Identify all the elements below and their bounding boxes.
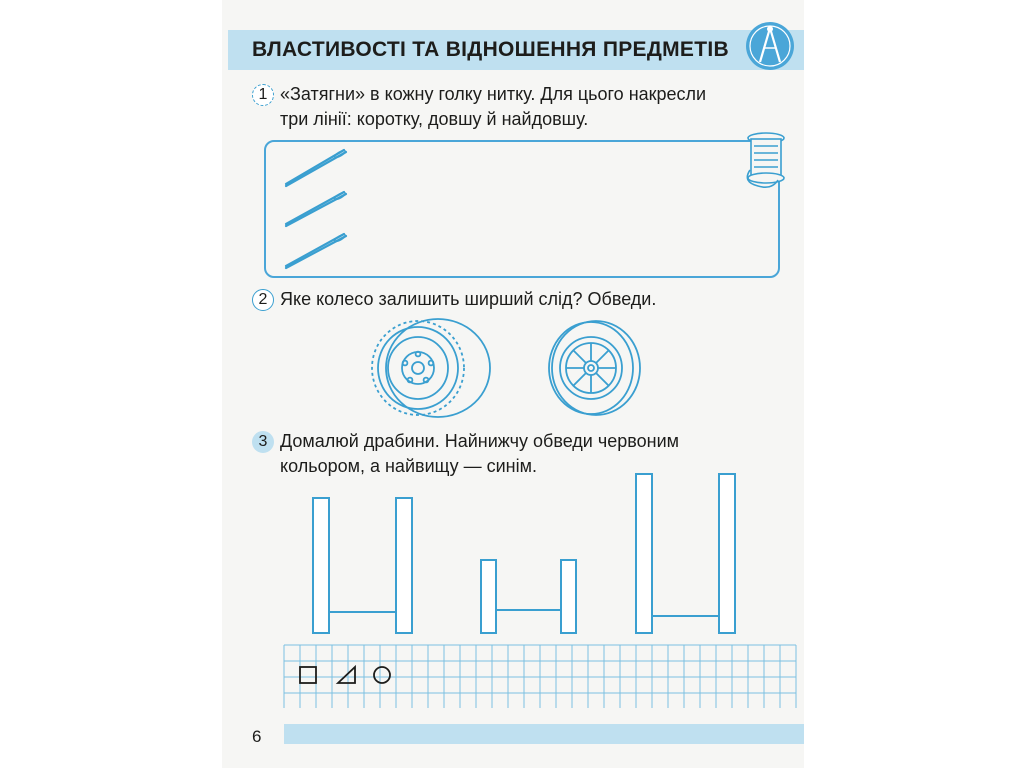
task-1-text-line2: три лінії: коротку, довшу й найдовшу. [280,109,589,129]
ladder-1 [313,498,412,633]
task-3-text-line2: кольором, а найвищу — синім. [280,456,538,476]
task-3-text-line1: Домалюй драбини. Найнижчу обведи червоним [280,431,680,451]
ladder-3 [636,474,735,633]
grid [284,645,796,708]
wide-wheel-icon[interactable] [372,319,490,417]
needle-icon[interactable] [286,233,346,268]
task-1-number: 1 [252,84,274,106]
footer-band [284,724,804,744]
ladder-2 [481,560,576,633]
circle-icon [374,667,390,683]
page-title: ВЛАСТИВОСТІ ТА ВІДНОШЕННЯ ПРЕДМЕТІВ [252,38,729,61]
narrow-wheel-icon[interactable] [549,321,640,415]
triangle-icon [338,667,355,683]
task-2-number: 2 [252,289,274,311]
page-number: 6 [252,727,262,746]
spool-icon [747,133,784,187]
task-1-text-line1: «Затягни» в кожну голку нитку. Для цього накресли [280,84,707,104]
needle-icon[interactable] [286,149,346,186]
square-icon [300,667,316,683]
needle-icon[interactable] [286,191,346,226]
task-3-number: 3 [252,431,274,453]
task-2-text: Яке колесо залишить ширший слід? Обведи. [280,289,657,309]
